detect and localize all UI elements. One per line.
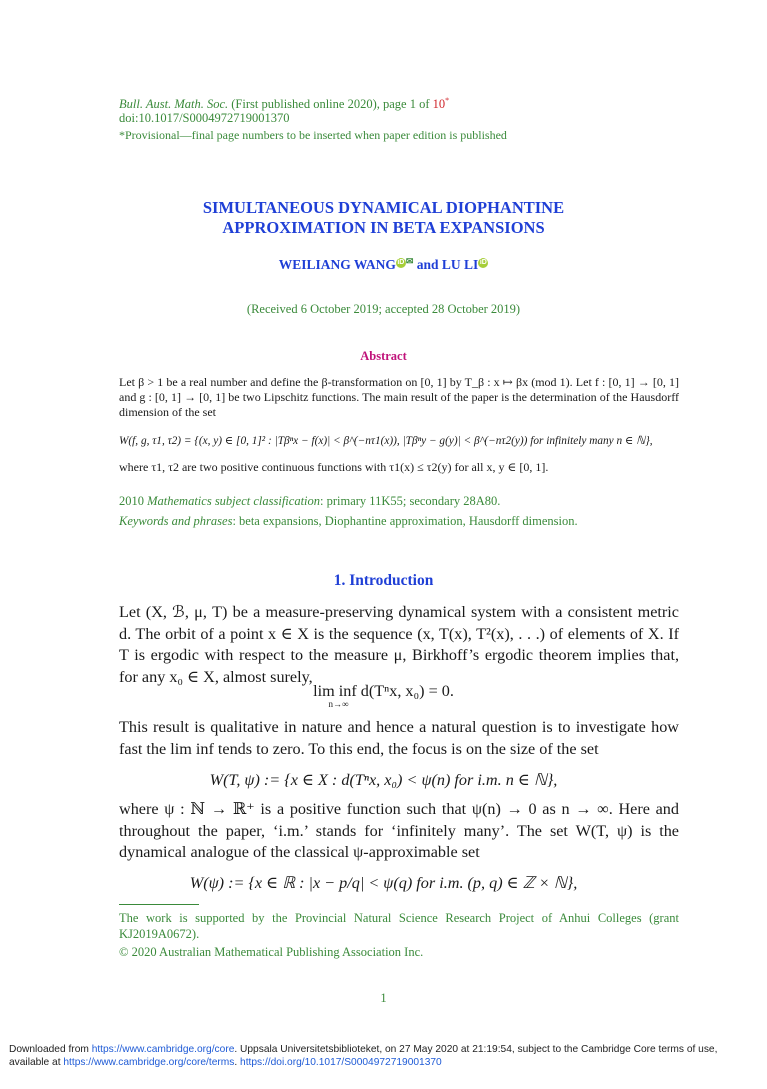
equation-liminf: lim inf d(Tⁿx, x₀) = 0. <box>313 682 454 700</box>
abstract-heading: Abstract <box>360 349 407 363</box>
body-paragraph-3: where ψ : ℕ → ℝ⁺ is a positive function such that ψ(n) → 0 as n → ∞. Here and throughout the paper, ‘i.m.’ stands for ‘infinitely many’. The set W(T, ψ) is the dynamical analogue of the classical ψ-approximable set <box>119 800 679 861</box>
paper-title-line1: SIMULTANEOUS DYNAMICAL DIOPHANTINE <box>202 198 565 217</box>
author-wang: WEILIANG WANG <box>278 257 396 272</box>
orcid-icon[interactable]: iD <box>479 259 487 266</box>
download-middle: . Uppsala Universitetsbiblioteket, on 27 May 2020 at 21:19:54, subject to the Cambridge Core terms of use, available at <box>9 1044 718 1068</box>
msc-classification <box>119 494 679 509</box>
msc-label: Mathematics subject classification <box>147 494 321 508</box>
keywords <box>119 514 679 529</box>
provisional-star: * <box>445 96 450 105</box>
author-connector: and <box>413 257 442 272</box>
authors <box>0 256 767 273</box>
cambridge-core-link[interactable]: https://www.cambridge.org/core <box>91 1044 235 1055</box>
abstract-formula: W(f, g, τ1, τ2) = {(x, y) ∈ [0, 1]² : |Tβⁿx − f(x)| < β^(−nτ1(x)), |Tβⁿy − g(y)| < β^(−nτ2(y)) for infinitely many n ∈ ℕ}, <box>119 435 653 447</box>
body-paragraph-2: This result is qualitative in nature and hence a natural question is to investigate how fast the lim inf tends to zero. To this end, the focus is on the size of the set <box>119 718 679 758</box>
orcid-icon[interactable]: iD <box>397 259 405 266</box>
page-total-link[interactable]: 10 <box>432 97 446 112</box>
mail-icon[interactable]: ✉ <box>405 256 414 266</box>
download-prefix: Downloaded from <box>9 1044 92 1055</box>
doi: doi:10.1017/S0004972719001370 <box>119 111 290 125</box>
equation-psi-approximable: W(ψ) := {x ∈ ℝ : |x − p/q| < ψ(q) for i.m. (p, q) ∈ ℤ × ℕ}, <box>189 874 578 892</box>
terms-link[interactable]: https://www.cambridge.org/core/terms <box>63 1057 235 1068</box>
funding-note: The work is supported by the Provincial Natural Science Research Project of Anhui Colleges (grant KJ2019A0672). <box>119 911 679 941</box>
keywords-text: : beta expansions, Diophantine approximation, Hausdorff dimension. <box>232 514 578 528</box>
copyright: © 2020 Australian Mathematical Publishing Association Inc. <box>119 945 424 959</box>
body-paragraph-1: Let (X, ℬ, μ, T) be a measure-preserving dynamical system with a consistent metric d. The orbit of a point x ∈ X is the sequence (x, T(x), T²(x), . . .) of elements of X. If T is ergodic with respect to the measure μ, Birkhoff’s ergodic theorem implies that, for any x₀ ∈ X, almost surely, <box>119 603 679 686</box>
journal-name: Bull. Aust. Math. Soc. <box>119 97 229 112</box>
doi-link[interactable]: https://doi.org/10.1017/S0004972719001370 <box>240 1057 442 1068</box>
abstract-paragraph: Let β > 1 be a real number and define the β-transformation on [0, 1] by T_β : x ↦ βx (mod 1). Let f : [0, 1] → [0, 1] and g : [0, 1] → [0, 1] be two Lipschitz functions. The main result of the paper is the determination of the Hausdorff dimension of the set <box>119 375 679 419</box>
equation-liminf-subscript: n→∞ <box>328 699 349 709</box>
publication-info: (First published online 2020), page 1 of <box>228 97 433 112</box>
author-li: LU LI <box>441 257 479 272</box>
msc-codes: : primary 11K55; secondary 28A80. <box>320 494 501 508</box>
msc-year: 2010 <box>119 494 148 508</box>
equation-shrinking-target: W(T, ψ) := {x ∈ X : d(Tⁿx, x₀) < ψ(n) for i.m. n ∈ ℕ}, <box>209 771 558 789</box>
page-number: 1 <box>380 991 387 1005</box>
abstract-conclusion: where τ1, τ2 are two positive continuous functions with τ1(x) ≤ τ2(y) for all x, y ∈ [0, 1]. <box>119 460 549 474</box>
download-notice <box>9 1043 759 1069</box>
download-sep: . <box>234 1057 241 1068</box>
provisional-note: *Provisional—final page numbers to be inserted when paper edition is published <box>119 128 507 142</box>
keywords-label: Keywords and phrases <box>119 514 233 528</box>
section-heading: 1. Introduction <box>333 572 434 589</box>
received-dates: (Received 6 October 2019; accepted 28 October 2019) <box>246 302 521 316</box>
paper-title-line2: APPROXIMATION IN BETA EXPANSIONS <box>222 218 545 237</box>
footnote-rule <box>119 904 199 905</box>
